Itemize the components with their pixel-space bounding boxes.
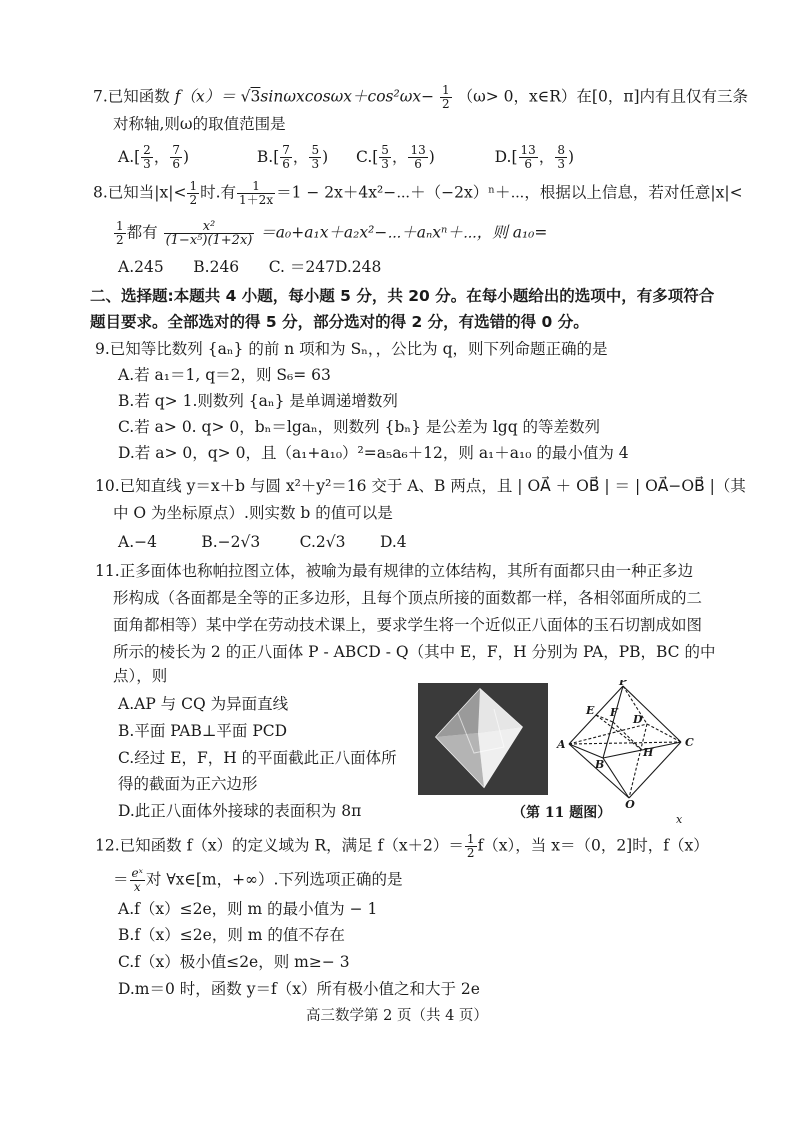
q11-option-c-line1: C.经过 E，F，H 的平面截此正八面体所 xyxy=(118,749,397,767)
opt-sep: ， xyxy=(391,147,408,166)
q9-stem: 9.已知等比数列 {aₙ} 的前 n 项和为 Sₙ，，公比为 q，则下列命题正确的是 xyxy=(95,340,608,358)
q12-option-b: B.f（x）≤2e，则 m 的值不存在 xyxy=(118,926,345,944)
octahedron-svg xyxy=(555,680,715,808)
figure-caption: （第 11 题图） xyxy=(512,805,612,821)
sqrt-symbol: √ xyxy=(240,87,251,106)
q8-line1 xyxy=(93,180,743,207)
edge-AB xyxy=(569,744,603,758)
frac xyxy=(280,144,292,171)
q7-stem xyxy=(93,84,748,111)
opt-sep: ， xyxy=(292,147,309,166)
q9-option-a: A.若 a₁＝1, q＝2，则 S₆= 63 xyxy=(118,366,331,384)
frac-num: 5 xyxy=(311,143,320,157)
q7-half-fraction xyxy=(440,84,452,111)
q9-option-c: C.若 a> 0. q> 0，bₙ＝lgaₙ，则数列 {bₙ} 是公差为 lgq 的等差数列 xyxy=(118,418,601,436)
frac-num: 8 xyxy=(557,143,565,157)
octahedron-diagram xyxy=(555,680,715,808)
page-footer: 高三数学第 2 页（共 4 页） xyxy=(306,1008,488,1024)
frac-den: 6 xyxy=(172,157,180,171)
opt-text: D.[ xyxy=(494,147,518,166)
q12-pre: 12.已知函数 f（x）的定义域为 R，满足 f（x＋2）＝ xyxy=(95,836,464,855)
q7-line2: 对称轴,则ω的取值范围是 xyxy=(113,115,286,133)
frac xyxy=(187,180,199,207)
frac xyxy=(141,144,153,171)
frac-den: 2 xyxy=(442,97,450,111)
opt-sep: ， xyxy=(538,147,555,166)
q8-line2 xyxy=(113,220,547,247)
frac-den: 3 xyxy=(143,157,151,171)
frac-num: 13 xyxy=(520,143,536,157)
frac-num: 1 xyxy=(466,832,475,846)
q11-option-d: D.此正八面体外接球的表面积为 8π xyxy=(118,802,362,820)
q7-option-d xyxy=(494,143,575,171)
label-C: C xyxy=(685,736,694,749)
q11-line5: 点），则 xyxy=(113,667,168,685)
section2-heading-line1: 二、选择题:本题共 4 小题，每小题 5 分，共 20 分。在每小题给出的选项中，有多项符合 xyxy=(90,287,715,305)
frac-num: eˣ xyxy=(131,866,143,880)
frac-den: 2 xyxy=(466,846,475,860)
frac xyxy=(170,144,182,171)
label-F: F xyxy=(610,706,618,719)
q11-option-b: B.平面 PAB⊥平面 PCD xyxy=(118,722,288,740)
q12-line2 xyxy=(113,867,402,894)
q8-pre: 8.已知当|x|< xyxy=(93,183,187,202)
label-P: P xyxy=(619,680,628,688)
frac xyxy=(379,144,391,171)
q7-option-b xyxy=(256,143,329,171)
frac-den: 2 xyxy=(189,193,198,207)
q8-mid: 时.有 xyxy=(200,183,237,202)
q8-options: A.245 B.246 C. ＝247D.248 xyxy=(118,258,382,276)
frac-num: 5 xyxy=(381,143,389,157)
frac-den: 3 xyxy=(557,157,565,171)
label-A: A xyxy=(557,738,566,751)
frac-den: 1＋2x xyxy=(239,193,274,207)
frac-num: 2 xyxy=(143,143,151,157)
frac xyxy=(114,220,126,247)
frac-num: 7 xyxy=(282,143,290,157)
label-Q: Q xyxy=(625,798,635,808)
q9-option-d: D.若 a> 0，q> 0，且（a₁+a₁₀）²=a₅a₆＋12，则 a₁＋a₁₀ 的最小值为 4 xyxy=(118,444,629,462)
frac-den: x xyxy=(133,880,141,894)
frac-num: x² xyxy=(164,220,255,234)
frac xyxy=(309,144,321,171)
label-H: H xyxy=(643,746,654,759)
label-D: D xyxy=(633,713,643,726)
q10-line1: 10.已知直线 y＝x＋b 与圆 x²＋y²＝16 交于 A、B 两点，且 | OA⃗ ＋ OB⃗ | ＝ | OA⃗−OB⃗ |（其 xyxy=(95,477,746,495)
frac xyxy=(555,144,567,171)
q11-line1: 11.正多面体也称帕拉图立体，被喻为最有规律的立体结构，其所有面都只由一种正多边 xyxy=(95,562,694,580)
q7-options xyxy=(118,144,574,171)
q10-options: A.−4 B.−2√3 C.2√3 D.4 xyxy=(118,533,407,551)
edge-DQ xyxy=(629,724,647,798)
q10-line2: 中 O 为坐标原点）.则实数 b 的值可以是 xyxy=(113,504,393,522)
edge-CQ xyxy=(629,742,681,798)
q11-line3: 面角都相等）某中学在劳动技术课上，要求学生将一个近似正八面体的玉石切割成如图 xyxy=(113,616,703,634)
opt-text: ) xyxy=(428,147,435,166)
gem-photo xyxy=(418,683,548,795)
q12-l2-pre: ＝ xyxy=(113,870,129,889)
q7-condition: （ω> 0，x∈R）在[0，π]内有且仅有三条 xyxy=(457,87,749,106)
frac xyxy=(130,867,145,894)
q7-option-a xyxy=(118,143,190,171)
q7-option-c xyxy=(356,143,435,171)
q12-l2-post: 对 ∀x∈[m，+∞）.下列选项正确的是 xyxy=(145,870,403,889)
frac-den: 6 xyxy=(414,157,422,171)
label-B: B xyxy=(595,758,605,771)
q11-option-c-line2: 得的截面为正六边形 xyxy=(118,775,258,793)
edge-PC xyxy=(623,686,681,742)
q9-option-b: B.若 q> 1.则数列 {aₙ} 是单调递增数列 xyxy=(118,392,398,410)
q7-expr: sinωxcosωx＋cos²ωx− xyxy=(260,87,435,106)
q8-big-fraction xyxy=(164,220,255,247)
q12-option-d: D.m＝0 时，函数 y＝f（x）所有极小值之和大于 2e xyxy=(118,980,480,998)
stray-mark: x xyxy=(676,813,683,826)
q12-option-c: C.f（x）极小值≤2e，则 m≥− 3 xyxy=(118,953,350,971)
opt-text: ) xyxy=(322,147,329,166)
frac-num: 13 xyxy=(410,143,426,157)
diag-AC xyxy=(569,742,681,744)
opt-text: ) xyxy=(567,147,575,166)
opt-text: C.[ xyxy=(356,147,379,166)
q8-l2-mid: 都有 xyxy=(126,223,158,242)
opt-text: A.[ xyxy=(118,147,141,166)
frac-den: 2 xyxy=(116,233,124,247)
q11-line4: 所示的棱长为 2 的正八面体 P - ABCD - Q（其中 E，F，H 分别为 PA，PB，BC 的中 xyxy=(113,643,716,661)
q8-series: ＝1 − 2x＋4x²−⋯＋（−2x）ⁿ＋⋯，根据以上信息，若对任意|x|< xyxy=(276,183,743,202)
gem-photo-drawing xyxy=(418,683,548,795)
q7-sqrt-coef: 3 xyxy=(250,87,261,106)
q11-line2: 形构成（各面都是全等的正多边形，且每个顶点所接的面数都一样，各相邻面所成的二 xyxy=(113,589,703,607)
frac-num: 7 xyxy=(172,143,180,157)
q12-option-a: A.f（x）≤2e，则 m 的最小值为 − 1 xyxy=(118,900,378,918)
q12-line1 xyxy=(95,833,709,860)
frac-den: 3 xyxy=(311,157,320,171)
frac-den: (1−x⁵)(1+2x) xyxy=(165,233,253,248)
frac-den: 6 xyxy=(282,157,290,171)
opt-sep: ， xyxy=(153,147,170,166)
q11-option-a: A.AP 与 CQ 为异面直线 xyxy=(118,695,289,713)
frac xyxy=(408,144,427,171)
frac-den: 6 xyxy=(524,157,532,171)
frac-num: 1 xyxy=(237,180,275,194)
q7-function: f（x）＝ xyxy=(174,87,236,106)
frac-num: 1 xyxy=(189,179,198,193)
q7-stem-text: 7.已知函数 xyxy=(93,87,170,106)
frac xyxy=(237,180,275,207)
section2-heading-line2: 题目要求。全部选对的得 5 分，部分选对的得 2 分，有选错的得 0 分。 xyxy=(90,313,589,331)
opt-text: ) xyxy=(182,147,190,166)
q8-l2-rest: ＝a₀+a₁x＋a₂x²−⋯＋aₙxⁿ＋⋯，则 a₁₀= xyxy=(260,223,548,242)
frac-den: 3 xyxy=(381,157,389,171)
frac-num: 1 xyxy=(116,219,124,233)
opt-text: B.[ xyxy=(256,147,280,166)
frac xyxy=(465,833,477,860)
edge-DC xyxy=(647,724,681,742)
frac-num: 1 xyxy=(442,83,450,97)
q12-post: f（x），当 x＝（0，2]时，f（x） xyxy=(477,836,709,855)
label-E: E xyxy=(586,704,595,717)
edge-AQ xyxy=(569,744,629,798)
frac xyxy=(519,144,538,171)
